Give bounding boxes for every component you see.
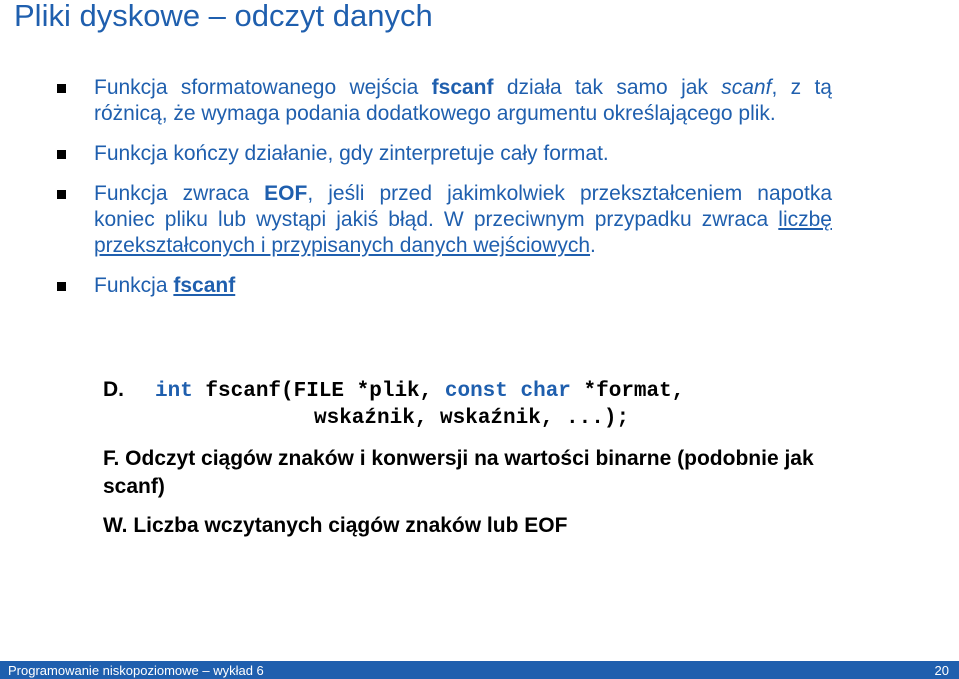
prototype-label: D. <box>103 378 124 401</box>
footer-bar <box>0 661 959 679</box>
bullet-1-bold: fscanf <box>431 76 494 99</box>
bullet-item-2 <box>57 141 832 167</box>
bullet-3-underline: liczbę przekształconych i przypisanych danych wejściowych <box>94 208 832 257</box>
bullet-2-text: Funkcja kończy działanie, gdy zinterpretuje cały format. <box>94 142 609 165</box>
bullet-3-post: . <box>590 234 596 257</box>
function-return-value: W. Liczba wczytanych ciągów znaków lub EOF <box>103 514 568 537</box>
bullet-1-mid: działa tak samo jak <box>493 76 722 99</box>
prototype-line-1b: *format, <box>570 380 685 403</box>
keyword-char: char <box>520 380 571 403</box>
square-bullet-icon <box>57 150 66 159</box>
square-bullet-icon <box>57 84 66 93</box>
bullet-item-1 <box>57 75 832 127</box>
bullet-item-3 <box>57 181 832 259</box>
bullet-1-italic: scanf <box>721 76 772 99</box>
prototype-line-1a: fscanf(FILE *plik, <box>192 380 445 403</box>
bullet-list <box>57 75 832 313</box>
square-bullet-icon <box>57 282 66 291</box>
function-description: F. Odczyt ciągów znaków i konwersji na wartości binarne (podobnie jak scanf) <box>103 447 814 498</box>
bullet-3-mid: , jeśli przed jakimkolwiek przekształceniem napotka koniec pliku lub wystąpi jakiś błąd. W przeciwnym przypadku zwraca <box>94 182 833 231</box>
function-prototype <box>103 376 684 432</box>
bullet-1-pre: Funkcja sformatowanego wejścia <box>94 76 432 99</box>
prototype-line-2: wskaźnik, wskaźnik, ...); <box>314 407 630 430</box>
keyword-const: const <box>444 380 508 403</box>
page-number: 20 <box>934 663 949 678</box>
slide-title: Pliki dyskowe – odczyt danych <box>14 0 433 33</box>
bullet-item-4 <box>57 273 832 299</box>
prototype-line-1 <box>155 380 684 403</box>
keyword-int: int <box>155 380 193 403</box>
bullet-3-bold: EOF <box>264 182 308 205</box>
bullet-1-post: , z tą różnicą, że wymaga podania dodatkowego argumentu określającego plik. <box>94 76 832 125</box>
bullet-4-pre: Funkcja <box>94 274 174 297</box>
bullet-4-bold: fscanf <box>173 274 236 297</box>
footer-course-title: Programowanie niskopoziomowe – wykład 6 <box>8 663 264 678</box>
square-bullet-icon <box>57 190 66 199</box>
bullet-3-pre: Funkcja zwraca <box>94 182 265 205</box>
